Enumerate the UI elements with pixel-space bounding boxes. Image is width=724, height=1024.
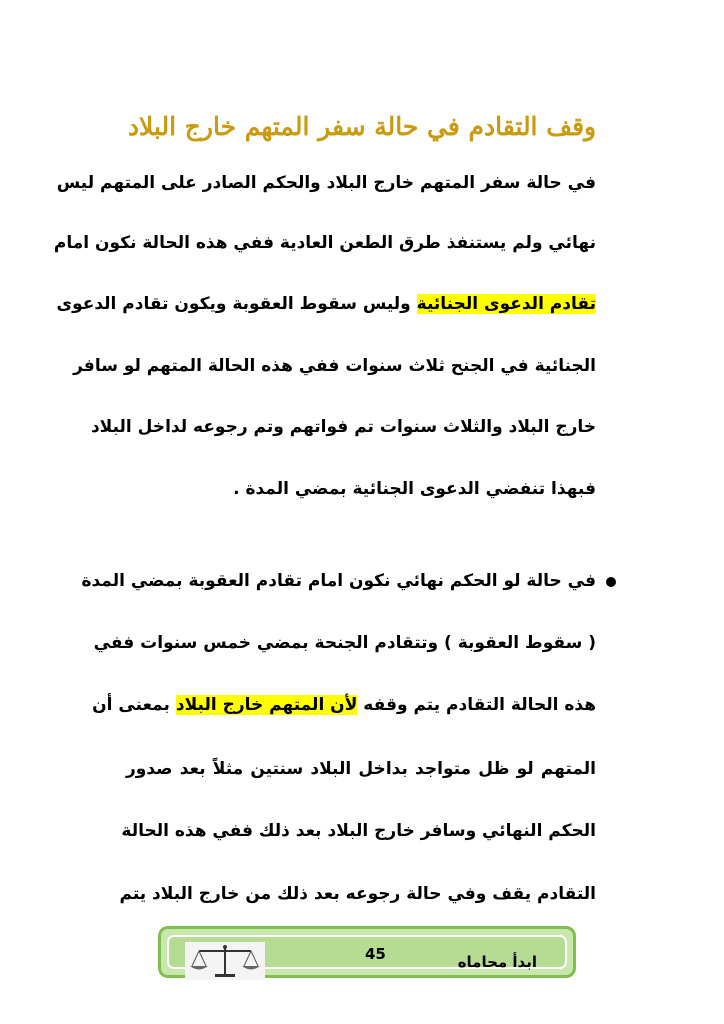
scales-of-justice-icon	[185, 942, 265, 980]
highlighted-phrase: لأن المتهم خارج البلاد	[175, 695, 358, 715]
text-line: الحكم النهائي وسافر خارج البلاد بعد ذلك ففي هذه الحالة	[121, 821, 596, 841]
page-number: 45	[365, 945, 386, 963]
text-line: التقادم يقف وفي حالة رجوعه بعد ذلك من خارج البلاد يتم	[119, 884, 596, 904]
text-line: خارج البلاد والثلاث سنوات تم فواتهم وتم رجوعه لداخل البلاد	[90, 417, 596, 437]
bullet-dot-icon	[606, 577, 616, 587]
text-segment: هذه الحالة التقادم يتم وقفه	[363, 695, 596, 715]
text-line: نهائي ولم يستنفذ طرق الطعن العادية ففي هذه الحالة نكون امام	[53, 233, 596, 253]
highlighted-phrase: تقادم الدعوى الجنائية	[416, 294, 596, 314]
text-line	[56, 289, 596, 319]
text-line: الجنائية في الجنح ثلاث سنوات ففي هذه الحالة المتهم لو سافر	[73, 356, 596, 376]
text-line: فبهذا تنفضي الدعوى الجنائية بمضي المدة .	[233, 479, 596, 499]
text-line: ( سقوط العقوبة ) وتتقادم الجنحة بمضي خمس سنوات ففي	[93, 633, 596, 653]
page-footer	[158, 926, 576, 978]
page-title: وقف التقادم في حالة سفر المتهم خارج البلاد	[127, 112, 597, 141]
footer-label: ابدأ محاماه	[457, 953, 537, 971]
text-line: في حالة سفر المتهم خارج البلاد والحكم الصادر على المتهم ليس	[56, 173, 596, 193]
text-segment: وليس سقوط العقوبة ويكون تقادم الدعوى	[56, 294, 411, 314]
text-line	[92, 690, 596, 720]
text-line: في حالة لو الحكم نهائي نكون امام تقادم العقوبة بمضي المدة	[81, 571, 596, 591]
footer-panel	[167, 935, 567, 969]
text-segment: بمعنى أن	[92, 695, 170, 715]
text-line: المتهم لو ظل متواجد بداخل البلاد سنتين مثلاً بعد صدور	[126, 759, 596, 779]
